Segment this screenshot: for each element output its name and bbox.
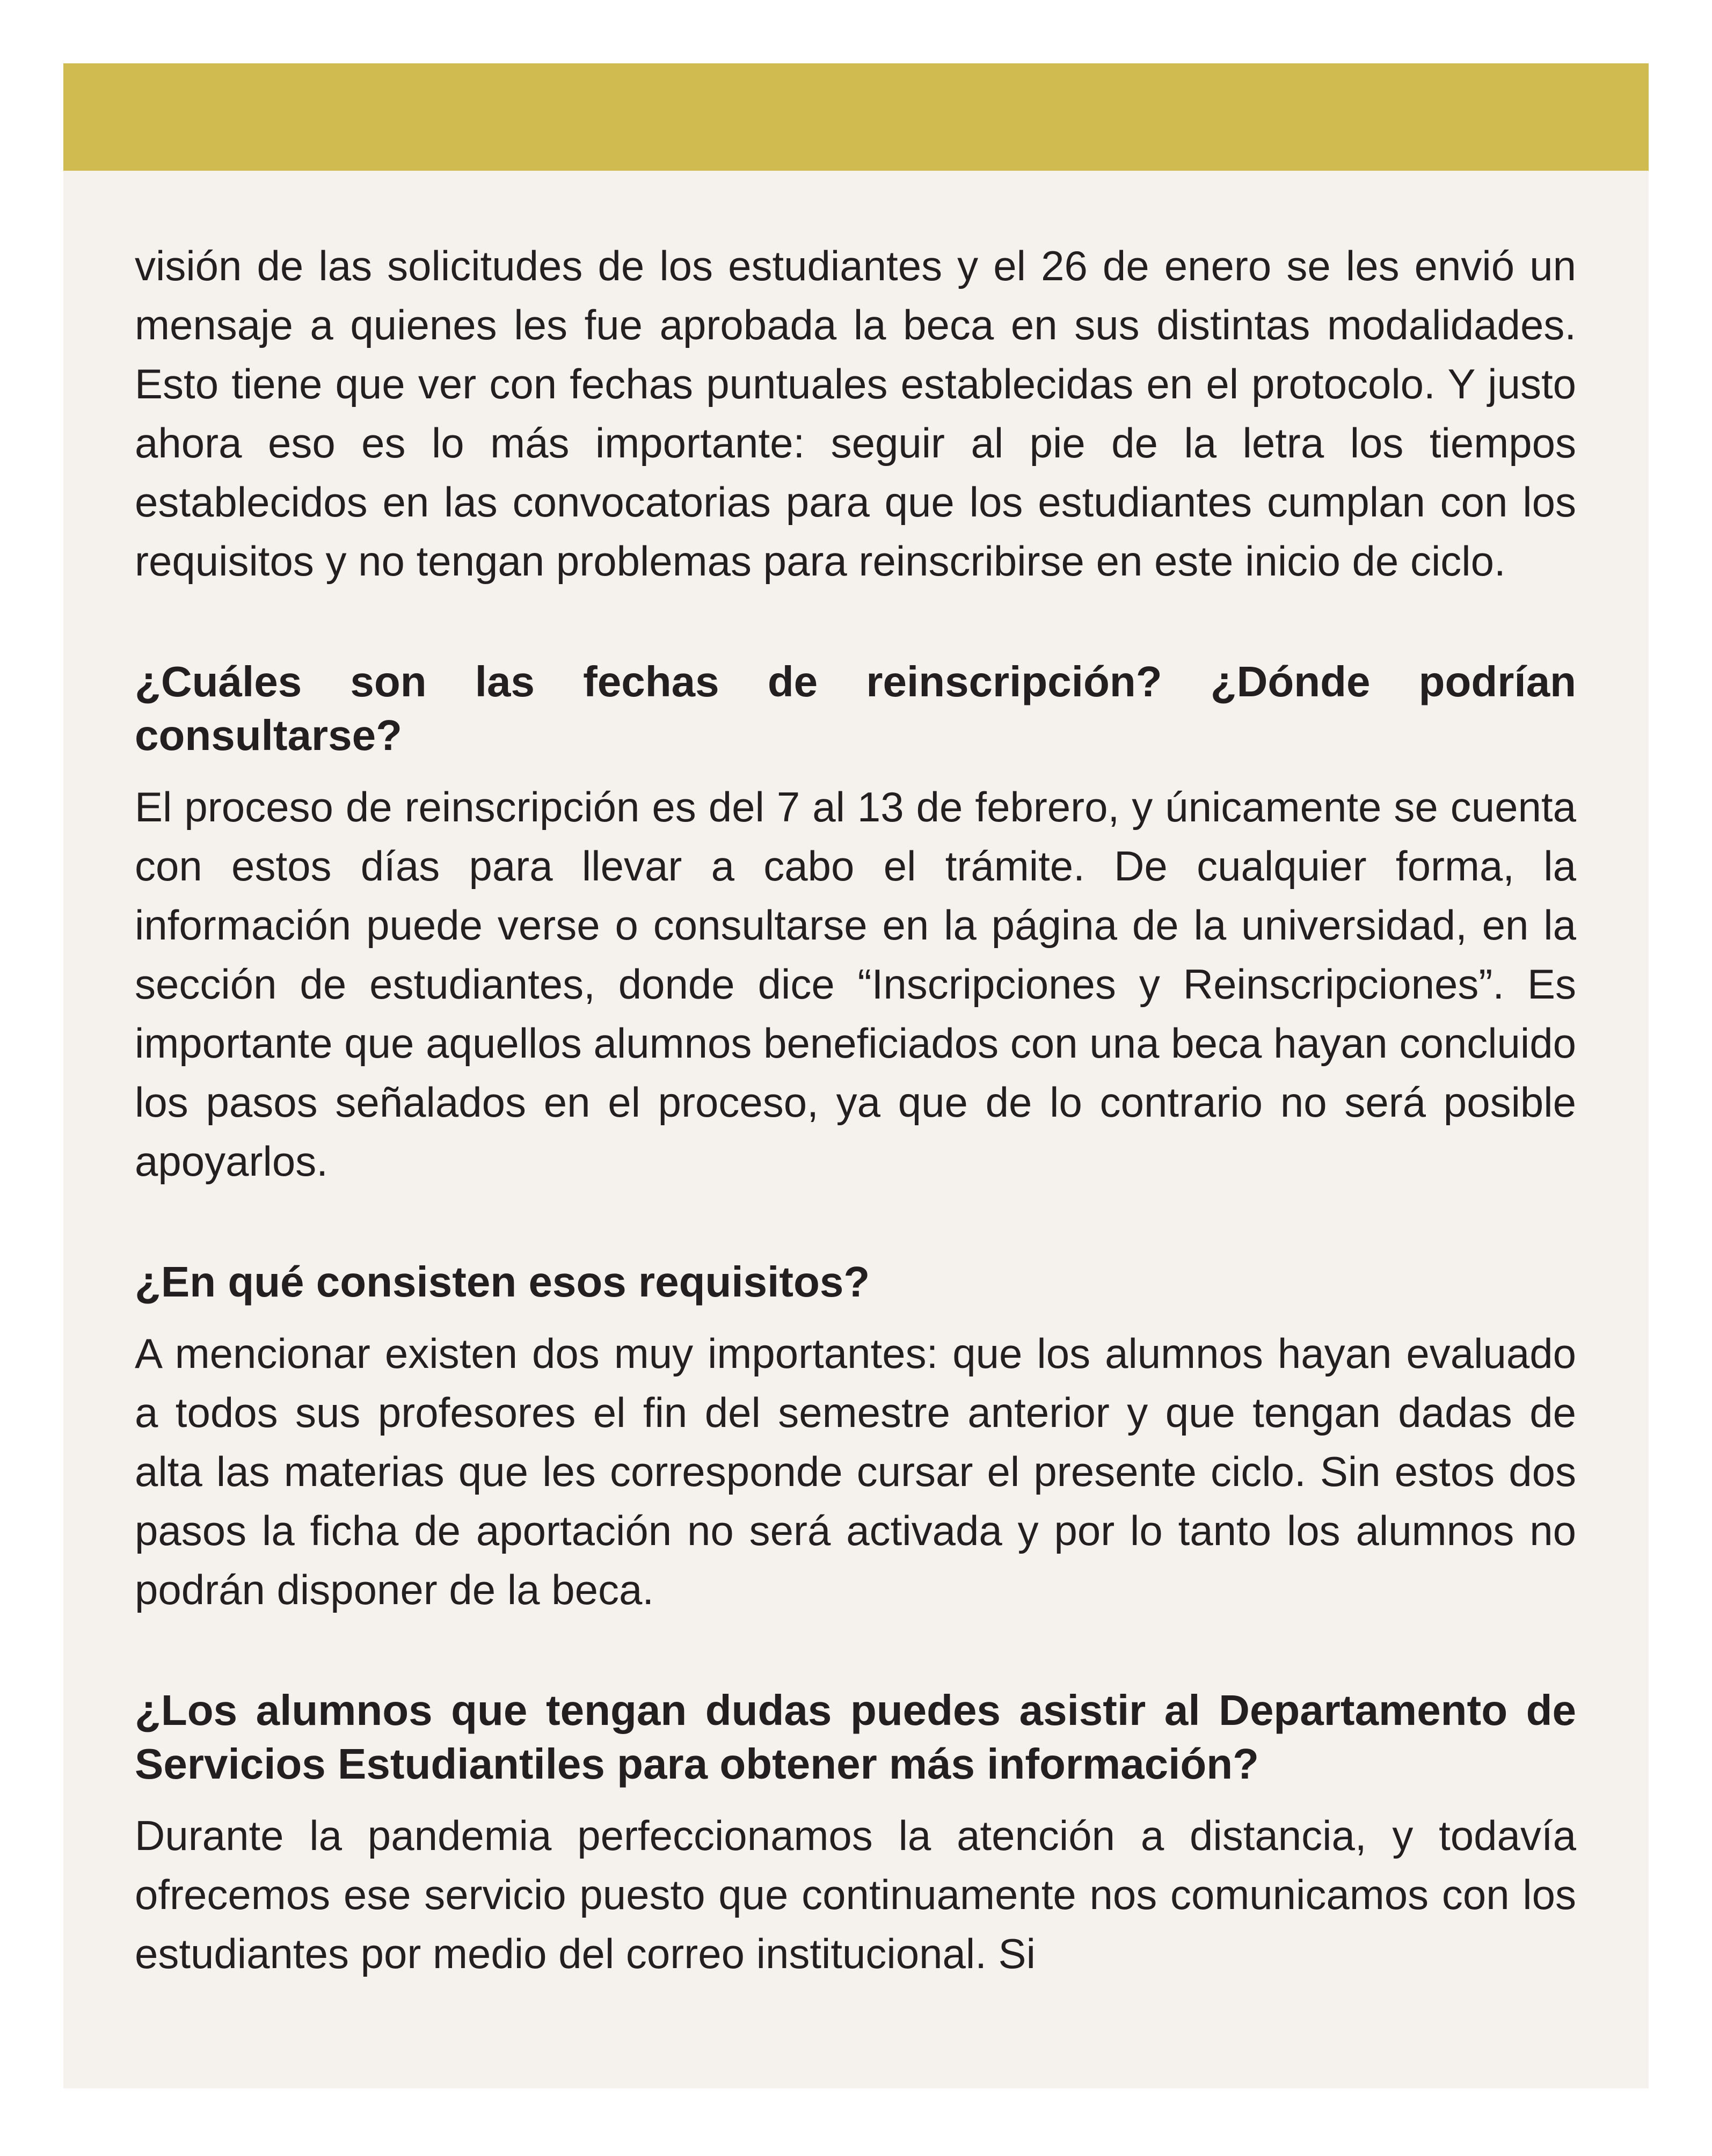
answer-student-services: Durante la pandemia perfeccionamos la atención a distancia, y todavía ofrecemos ese servicio puesto que continuamente nos comunicamos con los estudiantes por medio del correo institucional. Si: [135, 1812, 1576, 1977]
answer-reinscription-dates: El proceso de reinscripción es del 7 al 13 de febrero, y únicamente se cuenta con estos días para llevar a cabo el trámite. De cualquier forma, la información puede verse o consultarse en la página de la universidad, en la sección de estudiantes, donde dice “Inscripciones y Reinscripciones”. Es importante que aquellos alumnos beneficiados con una beca hayan concluido los pasos señalados en el proceso, ya que de lo contrario no será posible apoyarlos.: [135, 783, 1576, 1185]
question-requirements: ¿En qué consisten esos requisitos?: [135, 1258, 870, 1306]
article-body: [135, 236, 1576, 1983]
question-student-services: ¿Los alumnos que tengan dudas puedes asistir al Departamento de Servicios Estudiantiles para obtener más información?: [135, 1686, 1576, 1788]
answer-requirements: A mencionar existen dos muy importantes: que los alumnos hayan evaluado a todos sus profesores el fin del semestre anterior y que tengan dadas de alta las materias que les corresponde cursar el presente ciclo. Sin estos dos pasos la ficha de aportación no será activada y por lo tanto los alumnos no podrán disponer de la beca.: [135, 1330, 1576, 1613]
intro-paragraph: visión de las solicitudes de los estudiantes y el 26 de enero se les envió un mensaje a quienes les fue aprobada la beca en sus distintas modalidades. Esto tiene que ver con fechas puntuales establecidas en el protocolo. Y justo ahora eso es lo más importante: seguir al pie de la letra los tiempos establecidos en las convocatorias para que los estudiantes cumplan con los requisitos y no tengan problemas para reinscribirse en este inicio de ciclo.: [135, 242, 1576, 585]
question-reinscription-dates: ¿Cuáles son las fechas de reinscripción? ¿Dónde podrían consultarse?: [135, 658, 1576, 759]
page-panel: [63, 63, 1649, 2088]
header-accent-band: [63, 63, 1649, 171]
